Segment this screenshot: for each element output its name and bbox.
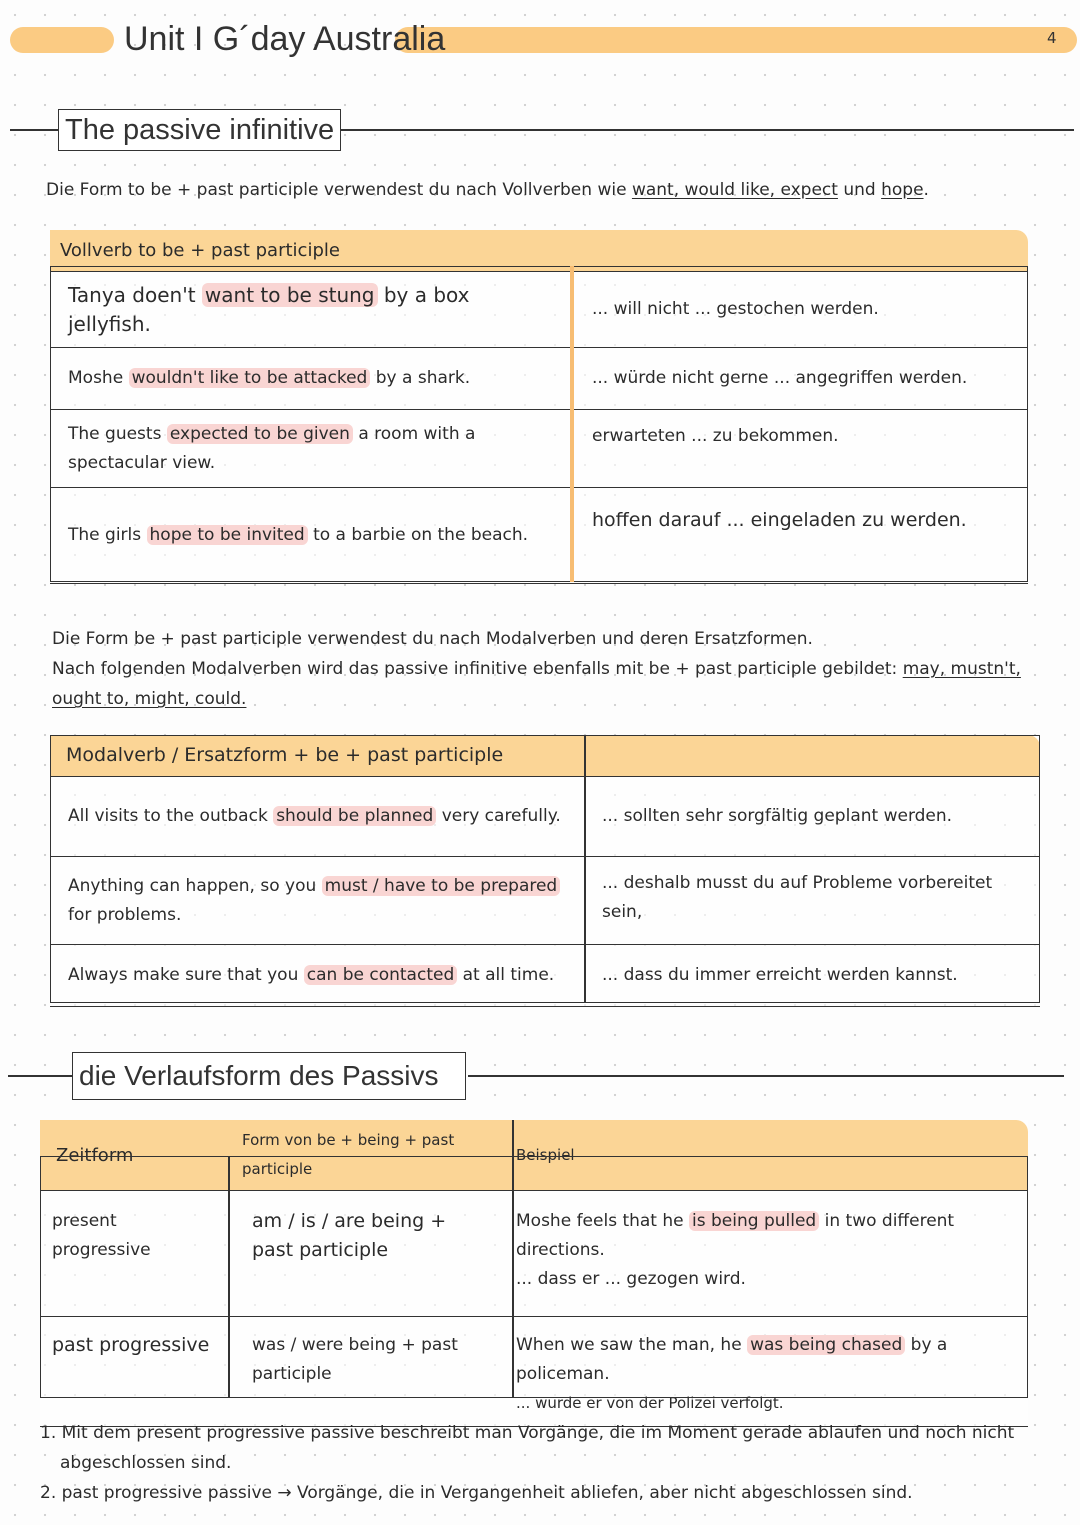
table-row: All visits to the outback should be planned very carefully. ... sollten sehr sorgfältig geplant werden. — [50, 777, 1040, 857]
section1-rule-right — [310, 129, 1074, 131]
vollverb-table-header: Vollverb to be + past participle — [50, 230, 1028, 272]
verlaufsform-table — [40, 1120, 1028, 1427]
section1-title: The passive infinitive — [58, 109, 341, 151]
col-header-zeitform: Zeitform — [40, 1120, 234, 1191]
table-row: present progressive am / is / are being + past participle Moshe feels that he is being pulled in two different directions. ... dass er ... gezogen wird. — [40, 1191, 1028, 1317]
section2-title: die Verlaufsform des Passivs — [72, 1052, 466, 1100]
page-number: 4 — [1047, 29, 1057, 47]
table-row: The girls hope to be invited to a barbie on the beach. hoffen darauf ... eingeladen zu werden. — [50, 488, 1028, 584]
modal-explanation: Die Form be + past participle verwendest du nach Modalverben und deren Ersatzformen. Nach folgenden Modalverben wird das passive infinitive ebenfalls mit be + past participle gebildet: may, mustn't, ought to, might, could. — [52, 629, 1021, 709]
verlaufsform-divider-2 — [512, 1120, 514, 1398]
table-row: past progressive was / were being + past participle When we saw the man, he was being chased by a policeman. ... wurde er von der Polizei verfolgt. — [40, 1317, 1028, 1427]
page-title: Unit I G´day Australia — [124, 20, 446, 58]
intro-examples: want, would like, expect — [631, 180, 838, 200]
section2-rule-right — [468, 1075, 1064, 1077]
vollverb-table-divider — [570, 266, 574, 582]
table-row: Moshe wouldn't like to be attacked by a shark. ... würde nicht gerne ... angegriffen werden. — [50, 348, 1028, 410]
table-row: Tanya doen't want to be stung by a box jellyfish. ... will nicht ... gestochen werden. — [50, 272, 1028, 348]
section2-rule-left — [8, 1075, 72, 1077]
modalverb-table-header: Modalverb / Ersatzform + be + past participle — [50, 735, 584, 777]
modal-verbs-list: may, mustn't, ought to, might, could. — [52, 659, 1021, 709]
modalverb-table — [50, 735, 1040, 1007]
header-pill-right — [395, 27, 1077, 53]
verlaufsform-divider-1 — [228, 1156, 230, 1398]
table-row: The guests expected to be given a room with a spectacular view. erwarteten ... zu bekommen. — [50, 410, 1028, 488]
section1-intro: Die Form to be + past participle verwendest du nach Vollverben wie want, would like, expect und hope. — [46, 180, 929, 200]
vollverb-table — [50, 230, 1028, 584]
table-row: Always make sure that you can be contacted at all time. ... dass du immer erreicht werden kannst. — [50, 945, 1040, 1007]
modalverb-table-divider — [584, 735, 586, 1002]
note-1: 1. Mit dem present progressive passive beschreibt man Vorgänge, die im Moment gerade ablaufen und noch nicht abgeschlossen sind. — [40, 1423, 1015, 1473]
note-2: 2. past progressive passive → Vorgänge, die in Vergangenheit abliefen, aber nicht abgeschlossen sind. — [40, 1483, 913, 1503]
intro-last-example: hope — [881, 180, 924, 200]
col-header-form: Form von be + being + past participle — [234, 1120, 500, 1191]
header-pill-left — [10, 27, 114, 53]
col-header-beispiel: Beispiel — [500, 1120, 1028, 1191]
notes — [40, 1418, 1040, 1508]
table-row: Anything can happen, so you must / have to be prepared for problems. ... deshalb musst du auf Probleme vorbereitet sein, — [50, 857, 1040, 945]
section1-rule-left — [10, 129, 58, 131]
